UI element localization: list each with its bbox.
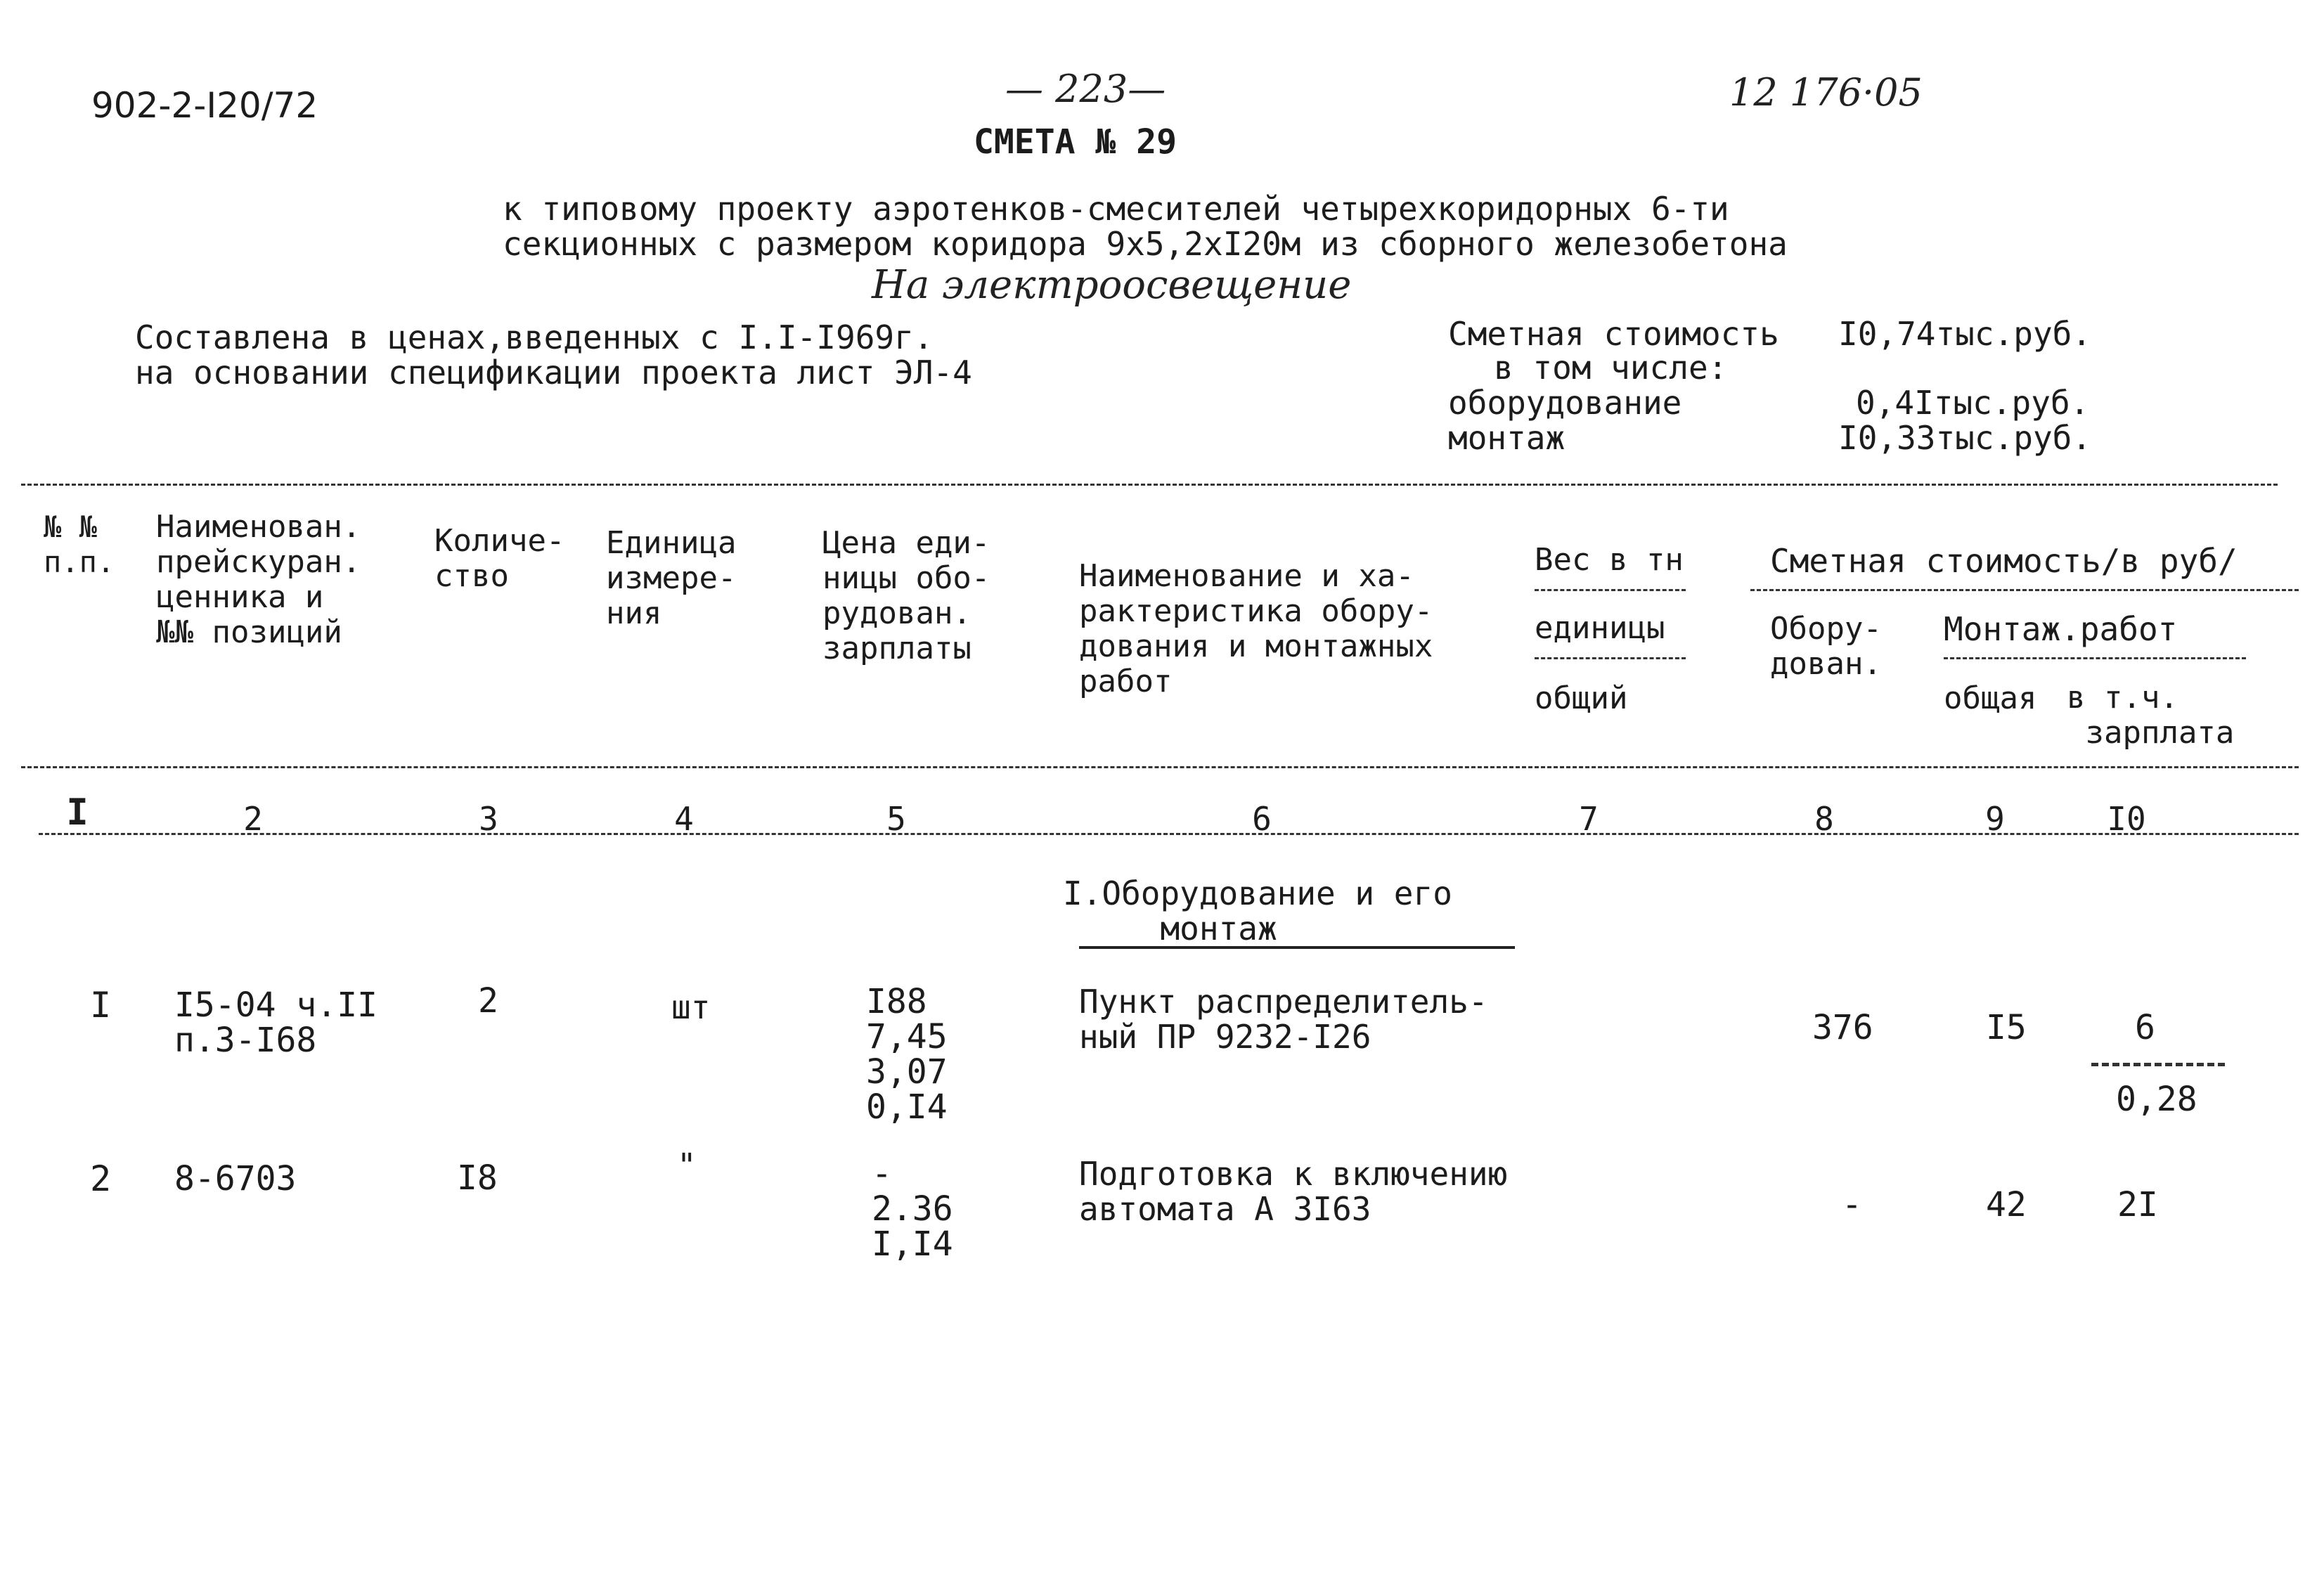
row-equipment-cost: 376 bbox=[1812, 1008, 1873, 1047]
price-basis-note: Составлена в ценах,введенных с I.I-I969г. на основании спецификации проекта лист ЭЛ-4 bbox=[135, 318, 972, 392]
column-number: 2 bbox=[243, 800, 263, 838]
row-number: I bbox=[90, 985, 112, 1026]
row-price-value: I,I4 bbox=[872, 1224, 953, 1264]
row-price-value: - bbox=[872, 1154, 892, 1194]
summary-installation-label: монтаж bbox=[1448, 419, 1566, 457]
column-number: 8 bbox=[1814, 800, 1834, 838]
header-bottom-rule bbox=[21, 766, 2299, 768]
header-installation-salary: в т.ч. зарплата bbox=[2067, 680, 2235, 751]
registry-number: 12 176·05 bbox=[1729, 70, 1923, 115]
header-weight-unit: единицы bbox=[1535, 610, 1665, 646]
row-price-list-code: I5-04 ч.II п.3-I68 bbox=[174, 985, 377, 1060]
row-quantity: I8 bbox=[457, 1158, 498, 1198]
header-unit: Единица измере- ния bbox=[606, 525, 737, 631]
column-number: 6 bbox=[1252, 800, 1272, 838]
row-price-value: 7,45 bbox=[866, 1017, 948, 1056]
page-number: — 223— bbox=[1005, 67, 1166, 111]
column-number: I0 bbox=[2107, 800, 2146, 838]
section-title-underline bbox=[1079, 946, 1515, 949]
row-equipment-cost: - bbox=[1842, 1185, 1862, 1224]
row-installation-total: I5 bbox=[1986, 1008, 2027, 1047]
column-number: 4 bbox=[674, 800, 694, 838]
document-subtitle: к типовому проекту аэротенков-смесителей четырехкоридорных 6-ти секционных с размером коридора 9x5,2xI20м из сборного железобетона bbox=[503, 190, 1788, 263]
header-estimated-cost-group: Сметная стоимость/в руб/ bbox=[1770, 542, 2238, 580]
summary-installation-value: I0,33тыс.руб. bbox=[1838, 419, 2092, 457]
summary-including-label: в том числе: bbox=[1494, 349, 1728, 387]
row-description: Подготовка к включению автомата А 3I63 bbox=[1079, 1155, 1508, 1228]
header-weight-rule-1 bbox=[1535, 589, 1686, 591]
handwritten-purpose: На электроосвещение bbox=[872, 262, 1352, 308]
row-unit-prices bbox=[872, 1156, 953, 1262]
column-number: 9 bbox=[1985, 800, 2005, 838]
row-unit-prices bbox=[866, 984, 948, 1125]
summary-total-value: I0,74тыс.руб. bbox=[1838, 315, 2092, 353]
row-installation-total: 42 bbox=[1986, 1185, 2027, 1224]
header-equipment-description: Наименование и ха- рактеристика обору- дования и монтажных работ bbox=[1079, 558, 1433, 699]
document-title: СМЕТА № 29 bbox=[974, 122, 1177, 162]
column-number: I bbox=[66, 791, 89, 834]
row-unit: шт bbox=[671, 988, 711, 1026]
row-number: 2 bbox=[90, 1158, 112, 1199]
summary-equipment-value: 0,4Iтыс.руб. bbox=[1856, 384, 2090, 422]
row-salary-sub: 0,28 bbox=[2116, 1080, 2197, 1119]
section-title: I.Оборудование и его монтаж bbox=[1063, 874, 1452, 948]
header-unit-price: Цена еди- ницы обо- рудован. зарплаты bbox=[822, 525, 990, 666]
header-installation-group: Монтаж.работ bbox=[1944, 610, 2178, 648]
header-weight-rule-2 bbox=[1535, 657, 1686, 659]
row-salary: 6 bbox=[2135, 1008, 2155, 1047]
row-quantity: 2 bbox=[478, 981, 498, 1021]
header-installation-total: общая bbox=[1944, 680, 2037, 716]
header-equipment-cost: Обору- дован. bbox=[1770, 611, 1882, 682]
column-numbers-rule bbox=[39, 833, 2299, 835]
header-weight: Вес в тн bbox=[1535, 542, 1684, 578]
header-price-list: Наименован. прейскуран. ценника и №№ позиций bbox=[156, 509, 361, 650]
header-installation-rule bbox=[1944, 657, 2246, 659]
document-code: 902-2-I20/72 bbox=[91, 85, 318, 126]
summary-equipment-label: оборудование bbox=[1448, 384, 1682, 422]
column-number: 3 bbox=[479, 800, 498, 838]
column-number: 5 bbox=[886, 800, 906, 838]
row-description: Пункт распределитель- ный ПР 9232-I26 bbox=[1079, 983, 1488, 1056]
row-salary-divider bbox=[2091, 1063, 2225, 1066]
header-row-number: № № п.п. bbox=[44, 510, 115, 579]
row-price-list-code: 8-6703 bbox=[174, 1159, 297, 1198]
column-number: 7 bbox=[1579, 800, 1599, 838]
row-price-value: 2.36 bbox=[872, 1189, 953, 1229]
header-cost-group-rule bbox=[1750, 589, 2299, 591]
header-quantity: Количе- ство bbox=[434, 523, 565, 594]
row-unit: " bbox=[677, 1146, 697, 1184]
header-weight-total: общий bbox=[1535, 680, 1628, 716]
row-price-value: 0,I4 bbox=[866, 1087, 948, 1127]
row-salary: 2I bbox=[2117, 1185, 2158, 1224]
row-price-value: I88 bbox=[866, 982, 927, 1021]
row-price-value: 3,07 bbox=[866, 1052, 948, 1092]
summary-total-label: Сметная стоимость bbox=[1448, 315, 1779, 353]
table-top-rule bbox=[21, 484, 2278, 486]
